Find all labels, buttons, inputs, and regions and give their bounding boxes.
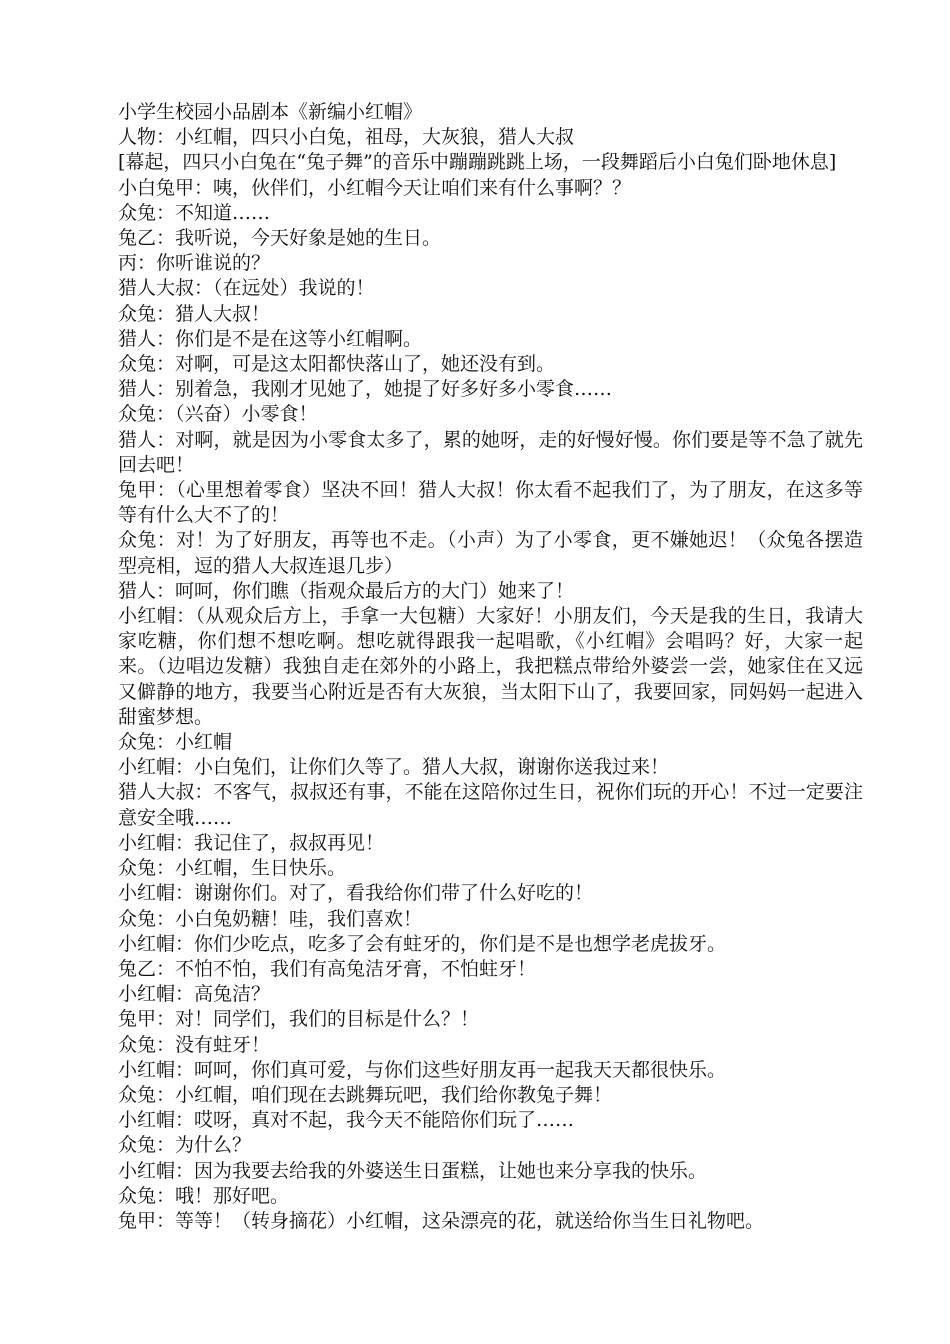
dialogue-line: 小红帽：呵呵，你们真可爱，与你们这些好朋友再一起我天天都很快乐。 <box>118 1058 727 1081</box>
dialogue-line: 兔乙：不怕不怕，我们有高兔洁牙膏，不怕蛀牙！ <box>118 957 537 980</box>
dialogue-line: 丙：你听谁说的？ <box>118 252 271 275</box>
dialogue-line: 众兔：对！为了好朋友，再等也不走。（小声）为了小零食，更不嫌她迟！（众兔各摆造型亮相，逗的猎人大叔连退几步） <box>118 529 863 577</box>
dialogue-line: 猎人：呵呵，你们瞧（指观众最后方的大门）她来了！ <box>118 579 575 602</box>
dialogue-line: 小红帽：因为我要去给我的外婆送生日蛋糕，让她也来分享我的快乐。 <box>118 1159 708 1182</box>
dialogue-line: 猎人：你们是不是在这等小红帽啊。 <box>118 327 423 350</box>
dialogue-line: 众兔：小红帽，生日快乐。 <box>118 857 347 880</box>
dialogue-line: 众兔：没有蛀牙！ <box>118 1033 271 1056</box>
dialogue-line: 兔甲：等等！（转身摘花）小红帽，这朵漂亮的花，就送给你当生日礼物吧。 <box>118 1209 765 1232</box>
dialogue-line: 兔乙：我听说，今天好象是她的生日。 <box>118 227 442 250</box>
dialogue-line: 小红帽：小白兔们，让你们久等了。猎人大叔，谢谢你送我过来！ <box>118 756 670 779</box>
dialogue-line: 众兔：不知道…… <box>118 201 271 224</box>
dialogue-line: 猎人大叔：（在远处）我说的！ <box>118 277 375 300</box>
dialogue-line: 小红帽：高兔洁？ <box>118 983 271 1006</box>
dialogue-line: 众兔：猎人大叔！ <box>118 302 271 325</box>
dialogue-line: 众兔：为什么？ <box>118 1134 252 1157</box>
dialogue-line: 众兔：小白兔奶糖！哇，我们喜欢！ <box>118 907 423 930</box>
dialogue-line: 兔甲：（心里想着零食）坚决不回！猎人大叔！你太看不起我们了，为了朋友，在这多等等有什么大不了的！ <box>118 479 863 527</box>
dialogue-line: 众兔：对啊，可是这太阳都快落山了，她还没有到。 <box>118 353 556 376</box>
dialogue-line: 小白兔甲：咦，伙伴们，小红帽今天让咱们来有什么事啊？？ <box>118 176 632 199</box>
character-list: 人物：小红帽，四只小白兔，祖母，大灰狼，猎人大叔 <box>118 126 575 149</box>
dialogue-line: 小红帽：你们少吃点，吃多了会有蛀牙的，你们是不是也想学老虎拔牙。 <box>118 932 727 955</box>
dialogue-line: 小红帽：谢谢你们。对了，看我给你们带了什么好吃的！ <box>118 882 594 905</box>
dialogue-line: 兔甲：对！同学们，我们的目标是什么？！ <box>118 1008 480 1031</box>
dialogue-line: 猎人：对啊，就是因为小零食太多了，累的她呀，走的好慢好慢。你们要是等不急了就先回去吧！ <box>118 428 863 476</box>
dialogue-line: 猎人大叔：不客气，叔叔还有事，不能在这陪你过生日，祝你们玩的开心！不过一定要注意安全哦…… <box>118 781 863 829</box>
document-page <box>118 100 863 1234</box>
dialogue-line: 众兔：小红帽，咱们现在去跳舞玩吧，我们给你教兔子舞！ <box>118 1083 613 1106</box>
dialogue-line: 众兔：（兴奋）小零食！ <box>118 403 318 426</box>
dialogue-line: 小红帽：我记住了，叔叔再见！ <box>118 831 385 854</box>
dialogue-line: 小红帽：哎呀，真对不起，我今天不能陪你们玩了…… <box>118 1109 575 1132</box>
dialogue-line: 众兔：哦！那好吧。 <box>118 1184 290 1207</box>
dialogue-line: 众兔：小红帽 <box>118 731 233 754</box>
stage-direction: [幕起，四只小白兔在“兔子舞”的音乐中蹦蹦跳跳上场，一段舞蹈后小白兔们卧地休息] <box>118 151 837 174</box>
script-title: 小学生校园小品剧本《新编小红帽》 <box>118 101 423 123</box>
dialogue-line: 猎人：别着急，我刚才见她了，她提了好多好多小零食…… <box>118 378 613 401</box>
dialogue-line: 小红帽：（从观众后方上，手拿一大包糖）大家好！小朋友们，今天是我的生日，我请大家吃糖，你们想不想吃啊。想吃就得跟我一起唱歌，《小红帽》会唱吗？好，大家一起来。（边唱边发糖）我独自走在郊外的小路上，我把糕点带给外婆尝一尝，她家住在又远又僻静的地方，我要当心附近是否有大灰狼，当太阳下山了，我要回家，同妈妈一起进入甜蜜梦想。 <box>118 605 863 728</box>
